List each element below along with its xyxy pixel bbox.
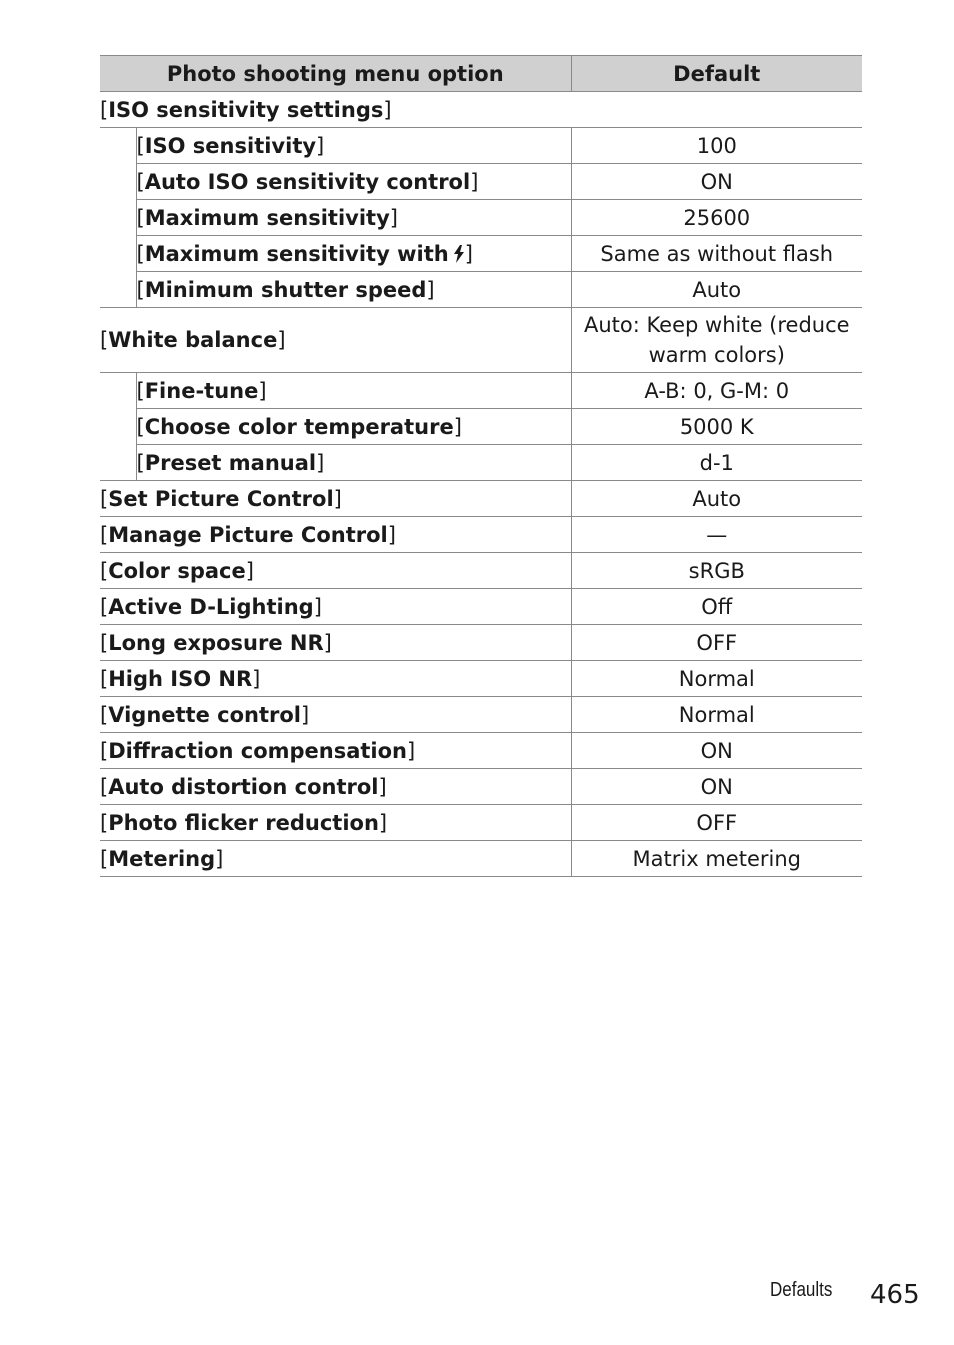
defaults-table (100, 55, 862, 877)
option-value: Normal (571, 661, 862, 697)
option-name: Long exposure NR (108, 630, 324, 655)
option-name: Vignette control (108, 702, 301, 727)
option-value: A-B: 0, G-M: 0 (571, 373, 862, 409)
table-row: [Long exposure NR] OFF (100, 625, 862, 661)
table-row: [Minimum shutter speed] Auto (100, 272, 862, 308)
table-row: [ISO sensitivity settings] (100, 92, 862, 128)
table-row: [Set Picture Control] Auto (100, 481, 862, 517)
option-name: Manage Picture Control (108, 522, 388, 547)
option-value: Matrix metering (571, 841, 862, 877)
option-name: Auto ISO sensitivity control (144, 169, 471, 194)
option-value: ON (571, 164, 862, 200)
header-default: Default (571, 56, 862, 92)
option-name: ISO sensitivity (144, 133, 317, 158)
table-row: [Choose color temperature] 5000 K (100, 409, 862, 445)
table-row: [Fine-tune] A-B: 0, G-M: 0 (100, 373, 862, 409)
option-value: ON (571, 769, 862, 805)
table-row: [Auto distortion control] ON (100, 769, 862, 805)
table-row: [Maximum sensitivity with ] Same as without flash (100, 236, 862, 272)
option-name: Photo flicker reduction (108, 810, 379, 835)
option-name: Active D-Lighting (108, 594, 314, 619)
option-value: 25600 (571, 200, 862, 236)
option-name: Set Picture Control (108, 486, 334, 511)
footer-section-label: Defaults (770, 1279, 833, 1301)
option-value: Auto (571, 481, 862, 517)
table-row: [Photo flicker reduction] OFF (100, 805, 862, 841)
option-value: 100 (571, 128, 862, 164)
option-name: Minimum shutter speed (144, 277, 427, 302)
option-value: 5000 K (571, 409, 862, 445)
option-name: Auto distortion control (108, 774, 379, 799)
option-name: Maximum sensitivity (144, 205, 390, 230)
option-value: Auto: Keep white (reduce warm colors) (571, 308, 862, 373)
option-name: Diffraction compensation (108, 738, 408, 763)
page-number: 465 (870, 1280, 920, 1310)
option-value: sRGB (571, 553, 862, 589)
option-name: ISO sensitivity settings (108, 97, 384, 122)
option-name: Metering (108, 846, 216, 871)
option-value: Auto (571, 272, 862, 308)
flash-icon (453, 245, 465, 263)
option-value: ON (571, 733, 862, 769)
option-value (571, 92, 862, 128)
table-row: [Auto ISO sensitivity control] ON (100, 164, 862, 200)
table-row: [Diffraction compensation] ON (100, 733, 862, 769)
option-name: High ISO NR (108, 666, 253, 691)
table-row: [Manage Picture Control] — (100, 517, 862, 553)
option-value: — (571, 517, 862, 553)
table-header-row (100, 56, 862, 92)
option-value: Normal (571, 697, 862, 733)
table-row: [Color space] sRGB (100, 553, 862, 589)
option-value: Same as without flash (571, 236, 862, 272)
option-name: Color space (108, 558, 246, 583)
option-name: Fine-tune (144, 378, 259, 403)
table-row: [Maximum sensitivity] 25600 (100, 200, 862, 236)
option-value: Off (571, 589, 862, 625)
option-value: d-1 (571, 445, 862, 481)
table-row: [High ISO NR] Normal (100, 661, 862, 697)
option-value: OFF (571, 625, 862, 661)
table-row: [White balance] Auto: Keep white (reduce warm colors) (100, 308, 862, 373)
table-row: [Preset manual] d-1 (100, 445, 862, 481)
table-row: [ISO sensitivity] 100 (100, 128, 862, 164)
table-row: [Active D-Lighting] Off (100, 589, 862, 625)
table-row: [Vignette control] Normal (100, 697, 862, 733)
option-name: Preset manual (144, 450, 317, 475)
option-value: OFF (571, 805, 862, 841)
header-option: Photo shooting menu option (100, 56, 571, 92)
option-name: Choose color temperature (144, 414, 454, 439)
option-name: White balance (108, 328, 278, 352)
option-name: Maximum sensitivity with (144, 241, 449, 266)
table-row: [Metering] Matrix metering (100, 841, 862, 877)
